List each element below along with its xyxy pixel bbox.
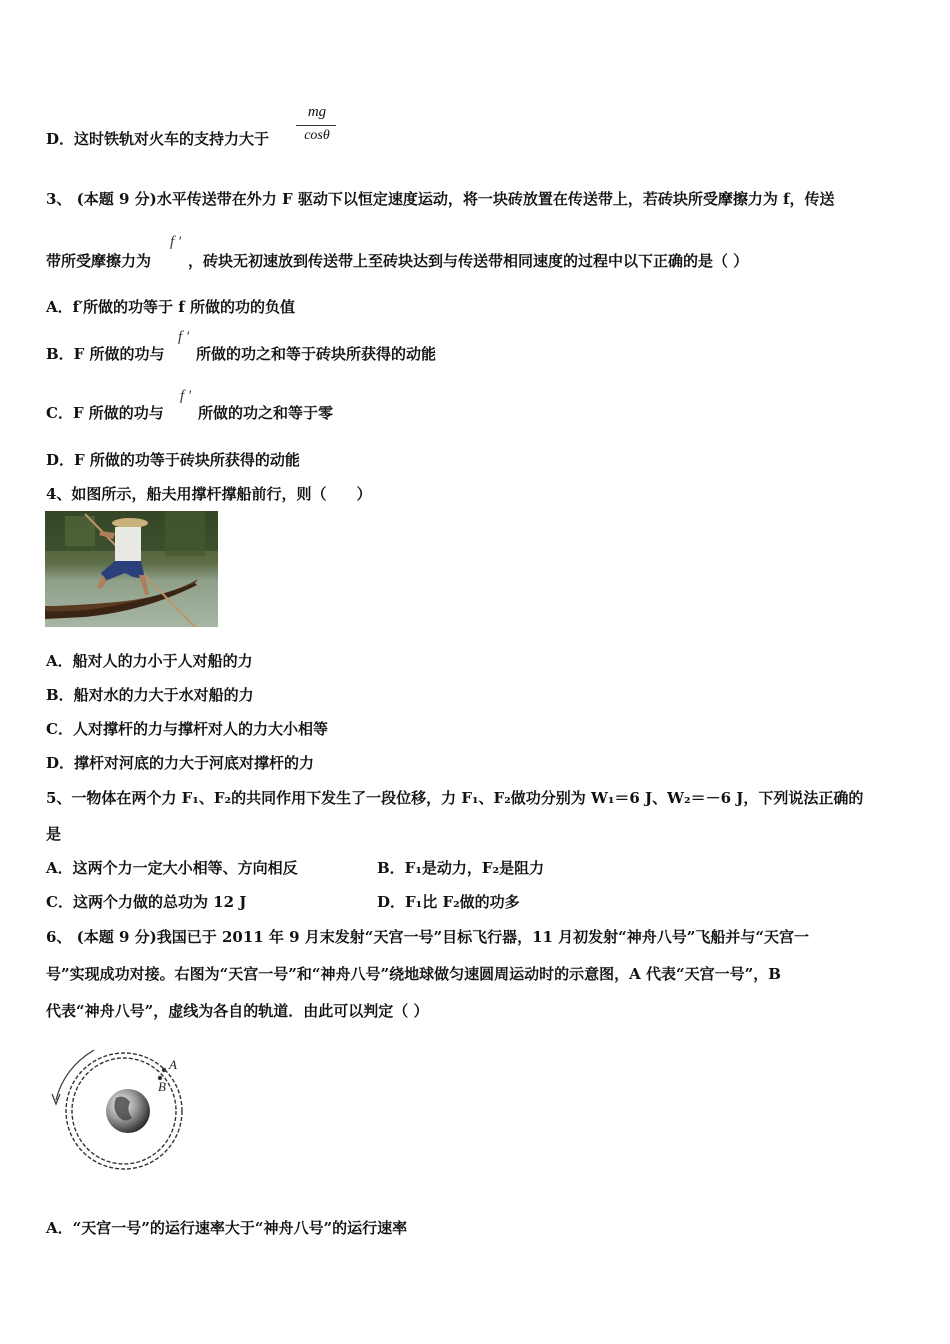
- q6-stem-line2: 号”实现成功对接。右图为“天宫一号”和“神舟八号”绕地球做匀速圆周运动时的示意图，A 代表“天宫一号”，B: [46, 965, 781, 983]
- q3-fprime-b: f ′: [178, 329, 190, 345]
- q4-stem: 4、如图所示，船夫用撑杆撑船前行，则（ ）: [46, 485, 372, 503]
- q2-option-d: [46, 128, 269, 149]
- q6-stem-line1: 6、 (本题 9 分)我国已于 2011 年 9 月末发射“天宫一号”目标飞行器，11 月初发射“神舟八号”飞船并与“天宫一: [46, 928, 810, 946]
- q3-stem-line2b: ，砖块无初速放到传送带上至砖块达到与传送带相同速度的过程中以下正确的是（ ）: [188, 252, 749, 270]
- q2-frac-numerator: mg: [307, 104, 327, 120]
- spacecraft-a: [162, 1068, 166, 1072]
- q3-fprime-stem: f ′: [170, 234, 182, 250]
- q5-option-c: C．这两个力做的总功为 12 J: [46, 893, 247, 911]
- q3-option-b-b: 所做的功之和等于砖块所获得的动能: [196, 345, 437, 363]
- q3-option-b-a: B．F 所做的功与: [46, 345, 165, 363]
- q3-option-c-b: 所做的功之和等于零: [198, 404, 334, 422]
- q3-fprime-c: f ′: [180, 388, 192, 404]
- q5-stem-line2: 是: [46, 825, 62, 843]
- q6-stem-line3: 代表“神舟八号”，虚线为各自的轨道．由此可以判定（ ）: [46, 1002, 429, 1020]
- orbit-diagram: [48, 1038, 193, 1173]
- q5-option-a: A．这两个力一定大小相等、方向相反: [46, 859, 298, 877]
- label-b: B: [158, 1079, 166, 1094]
- q5-option-b: B．F₁是动力，F₂是阻力: [377, 859, 545, 877]
- q5-option-d: D．F₁比 F₂做的功多: [377, 893, 520, 911]
- q4-option-b: B．船对水的力大于水对船的力: [46, 686, 254, 704]
- q4-option-c: C．人对撑杆的力与撑杆对人的力大小相等: [46, 720, 328, 738]
- q2-option-d-letter: D．: [46, 130, 75, 148]
- q2-option-d-text: 这时铁轨对火车的支持力大于: [74, 130, 270, 148]
- q3-option-c-a: C．F 所做的功与: [46, 404, 164, 422]
- q4-option-a: A．船对人的力小于人对船的力: [46, 652, 253, 670]
- q2-frac-denominator: cosθ: [304, 128, 330, 143]
- boatman-photo: [45, 511, 218, 627]
- label-a: A: [169, 1057, 177, 1072]
- q3-option-a: A．f′所做的功等于 f 所做的功的负值: [46, 298, 295, 316]
- q2-frac-line: [296, 125, 336, 126]
- q3-stem-line2a: 带所受摩擦力为: [46, 252, 152, 270]
- q3-option-d: D．F 所做的功等于砖块所获得的动能: [46, 451, 300, 469]
- q6-option-a: A．“天宫一号”的运行速率大于“神舟八号”的运行速率: [46, 1219, 408, 1237]
- q5-stem-line1: 5、一物体在两个力 F₁、F₂的共同作用下发生了一段位移，力 F₁、F₂做功分别为 W₁＝6 J、W₂＝－6 J，下列说法正确的: [46, 789, 864, 807]
- q3-stem-line1: 3、 (本题 9 分)水平传送带在外力 F 驱动下以恒定速度运动，将一块砖放置在传送带上，若砖块所受摩擦力为 f，传送: [46, 190, 835, 208]
- q4-option-d: D．撑杆对河底的力大于河底对撑杆的力: [46, 754, 315, 772]
